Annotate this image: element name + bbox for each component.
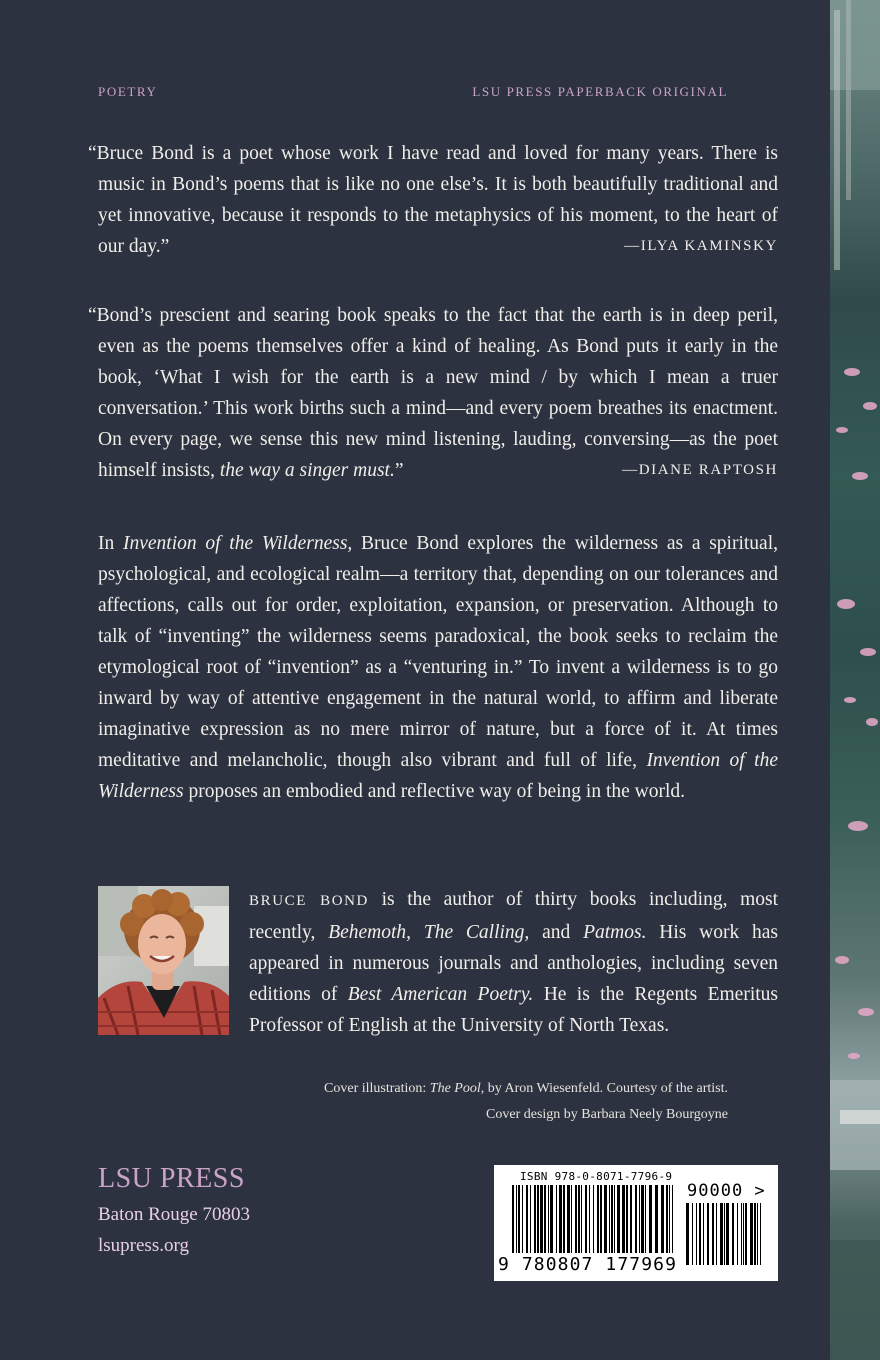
blurb-close-quote: ” — [394, 460, 404, 481]
barcode-bar — [630, 1185, 632, 1253]
barcode-bar — [611, 1185, 613, 1253]
barcode-bar — [518, 1185, 520, 1253]
barcode-bar — [686, 1203, 689, 1265]
barcode-bar — [589, 1185, 590, 1253]
barcode-bar — [760, 1203, 761, 1265]
price-addon-digits: 90000 > — [687, 1181, 766, 1201]
barcode-bar — [571, 1185, 572, 1253]
barcode-bar — [635, 1185, 637, 1253]
barcode-bar — [726, 1203, 729, 1265]
barcode-bar — [512, 1185, 514, 1253]
barcode-bar — [526, 1185, 528, 1253]
barcode-bar — [559, 1185, 562, 1253]
blurb-kaminsky — [88, 138, 778, 262]
painting-detail — [830, 0, 880, 1360]
barcode-bar — [750, 1203, 753, 1265]
barcode-bar — [609, 1185, 610, 1253]
barcode-bar — [743, 1203, 744, 1265]
barcode-bar — [696, 1203, 697, 1265]
barcode-bar — [626, 1185, 628, 1253]
barcode-bar — [720, 1203, 723, 1265]
barcode-bar — [655, 1185, 658, 1253]
barcode-bar — [567, 1185, 570, 1253]
barcode-bar — [703, 1203, 704, 1265]
barcode-bar — [540, 1185, 543, 1253]
blurb-emphasis: the way a singer must. — [219, 460, 395, 481]
barcode-bar — [593, 1185, 594, 1253]
barcode-bar — [617, 1185, 620, 1253]
blurb-attribution: —DIANE RAPTOSH — [622, 462, 778, 478]
barcode-bar — [600, 1185, 602, 1253]
author-bio — [249, 884, 778, 1041]
barcode-bar — [575, 1185, 577, 1253]
barcode-bar — [550, 1185, 553, 1253]
barcode-bar — [537, 1185, 539, 1253]
isbn-number: ISBN 978-0-8071-7796-9 — [520, 1170, 673, 1183]
design-credit: Cover design by Barbara Neely Bourgoyne — [486, 1107, 728, 1122]
barcode-bar — [699, 1203, 701, 1265]
barcode-bar — [732, 1203, 734, 1265]
publisher-logo-text: LSU PRESS — [98, 1163, 245, 1194]
barcode-bar — [581, 1185, 582, 1253]
barcode-bar — [578, 1185, 580, 1253]
publisher-city: Baton Rouge 70803 — [98, 1204, 250, 1225]
ean-digits: 9 780807 177969 — [498, 1254, 678, 1275]
bio-text: He is the Regents Emeritus Professor of English at the University of North Texas. — [249, 984, 778, 1036]
isbn-barcode — [494, 1165, 778, 1281]
book-title: Invention of the Wilderness, — [122, 533, 353, 554]
barcode-bar — [745, 1203, 747, 1265]
blurb-raptosh — [88, 300, 778, 486]
book-title: The Calling, — [423, 922, 530, 943]
barcode-bar — [641, 1185, 644, 1253]
author-photo — [98, 886, 229, 1035]
blurb-text: “Bond’s prescient and searing book speaks to the fact that the earth is in deep peril, even as the poems themselves offer a kind of healing. As Bond puts it early in the book, ‘What I wish for the earth is a new mind / by which I mean a truer conversation.’ This work births such a mind—and every poem breathes its enactment. On every page, we sense this new mind listening, lauding, conversing—as the poet himself insists, — [88, 305, 778, 481]
credit-text: Cover illustration: — [324, 1081, 430, 1096]
genre-label: POETRY — [98, 84, 158, 99]
barcode-bar — [639, 1185, 640, 1253]
barcode-bar — [672, 1185, 673, 1253]
artwork-title: The Pool, — [429, 1081, 485, 1096]
book-title: Patmos. — [583, 922, 647, 943]
description-text: In — [98, 533, 123, 554]
barcode-bar — [707, 1203, 709, 1265]
barcode-bar — [645, 1185, 646, 1253]
author-portrait-illustration — [98, 886, 229, 1035]
barcode-bar — [563, 1185, 565, 1253]
barcode-bar — [516, 1185, 517, 1253]
illustration-credit — [324, 1076, 728, 1102]
publisher-website: lsupress.org — [98, 1235, 189, 1256]
barcode-bar — [757, 1203, 758, 1265]
description-text: Bruce Bond explores the wilderness as a spiritual, psychological, and ecological realm—a territory that, depending on our tolerances and affections, calls out for order, exploitation, expansion, or preservation. Although to talk of “inventing” the wilderness seems paradoxical, the book seeks to reclaim the etymological root of “invention” as a “venturing in.” To invent a wilderness is to go inward by way of attentive engagement in the natural world, to affirm and liberate imaginative expression as no mere mirror of nature, but a force of it. At times meditative and melancholic, though also vibrant and full of life, — [98, 533, 778, 771]
bio-text: His work has appeared in numerous journals and anthologies, including seven editions of — [249, 922, 779, 1005]
book-description — [98, 528, 778, 807]
edition-label: LSU PRESS PAPERBACK ORIGINAL — [472, 84, 728, 99]
barcode-bar — [649, 1185, 652, 1253]
credit-text: by Aron Wiesenfeld. Courtesy of the artist. — [484, 1081, 728, 1096]
barcode-bar — [534, 1185, 536, 1253]
barcode-bar — [669, 1185, 670, 1253]
barcode-bar — [530, 1185, 531, 1253]
bio-text: is the author of thirty books including, most recently, — [249, 889, 779, 943]
barcode-bar — [604, 1185, 607, 1253]
barcode-bar — [724, 1203, 725, 1265]
author-name: BRUCE BOND — [249, 893, 369, 909]
barcode-bar — [556, 1185, 557, 1253]
barcode-bar — [716, 1203, 717, 1265]
cover-painting-strip — [830, 0, 880, 1360]
barcode-bar — [754, 1203, 756, 1265]
cover-credits — [324, 1076, 728, 1128]
bio-text — [411, 922, 424, 943]
book-title: Best American Poetry. — [347, 984, 534, 1005]
barcode-bar — [622, 1185, 625, 1253]
barcode-bar — [712, 1203, 714, 1265]
barcode-bar — [692, 1203, 693, 1265]
blurb-attribution: —ILYA KAMINSKY — [624, 238, 778, 254]
book-title: Behemoth, — [328, 922, 412, 943]
blurb-text: “Bruce Bond is a poet whose work I have read and loved for many years. There is music in Bond’s poems that is like no one else’s. It is both beautifully traditional and yet innovative, because it responds to the metaphysics of his moment, to the heart of our day.” — [88, 143, 778, 257]
barcode-bar — [741, 1203, 742, 1265]
bio-text: and — [529, 922, 584, 943]
barcode-bar — [522, 1185, 523, 1253]
barcode-bar — [666, 1185, 668, 1253]
description-text: proposes an embodied and reflective way of being in the world. — [183, 781, 686, 802]
book-title: Invention of the Wilderness — [98, 750, 778, 802]
barcode-bar — [544, 1185, 546, 1253]
barcode-bar — [661, 1185, 664, 1253]
barcode-bar — [585, 1185, 587, 1253]
barcode-bar — [737, 1203, 738, 1265]
barcode-bar — [548, 1185, 549, 1253]
barcode-bar — [597, 1185, 599, 1253]
barcode-bar — [614, 1185, 615, 1253]
